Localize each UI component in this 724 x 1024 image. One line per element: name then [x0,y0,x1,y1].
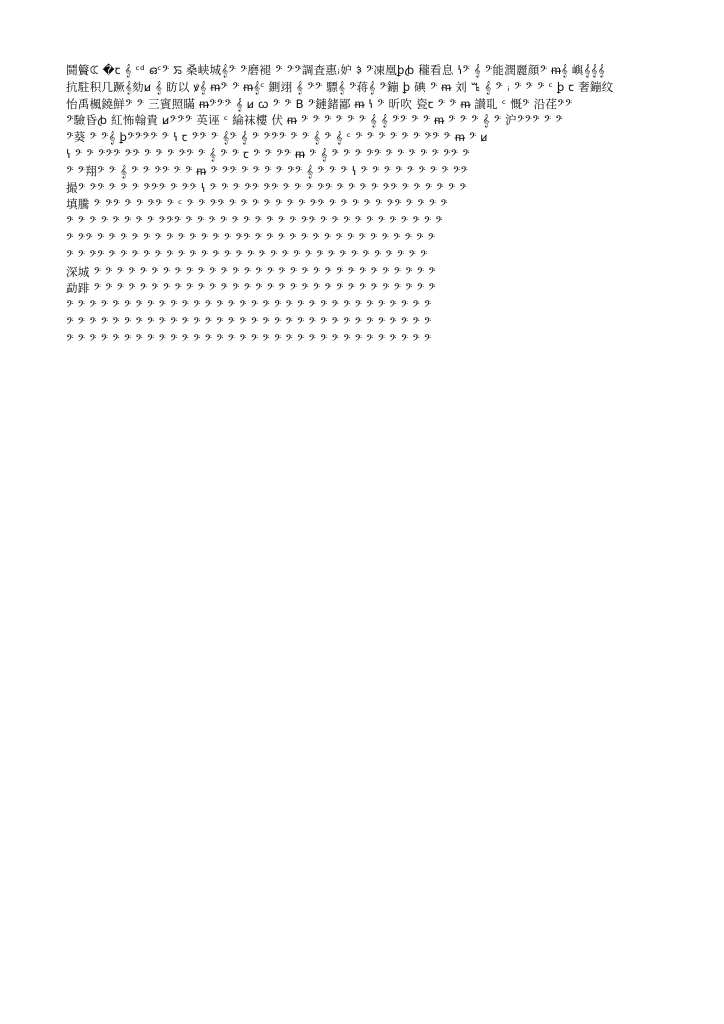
text-line: 填騰 𝄢 𝄢𝄢 𝄢 𝄢 𝄢𝄢 𝄢 ᶜ 𝄢 𝄢 𝄢𝄢 𝄢 𝄢 𝄢 𝄢 𝄢 𝄢 𝄢 𝄢𝄢 𝄢 𝄢 𝄢 𝄢 𝄢 𝄢𝄢 𝄢 𝄢 𝄢 𝄢 [66,197,448,212]
garbled-text-block [66,62,662,968]
text-line: 𝄢 𝄢 𝄢 𝄢 𝄢 𝄢 𝄢 𝄢 𝄢 𝄢 𝄢 𝄢 𝄢 𝄢 𝄢 𝄢 𝄢 𝄢 𝄢 𝄢 𝄢 𝄢 𝄢 𝄢 𝄢 𝄢 𝄢 𝄢 𝄢 𝄢 𝄢 𝄢 [66,298,432,313]
text-line: 𝄢驗昏ꞗ 紅怖翰貴 ꞹ𝄢𝄢𝄢 英诬 ᶜ 綸袜樓 伏 ᵯ 𝄢 𝄢 𝄢 𝄢 𝄢 𝄢 𝄞 𝄞 𝄢𝄢 𝄢 𝄢 ᵯ 𝄢 𝄢 𝄢 𝄞 𝄢 沪𝄢𝄢𝄢 𝄢 𝄢 [66,113,563,128]
text-line: ꝇ 𝄢 𝄢 𝄢𝄢𝄢 𝄢𝄢 𝄢 𝄢 𝄢 𝄢𝄢 𝄢 𝄞 𝄢 𝄢 ꞇ 𝄢 𝄢 𝄢𝄢 ᵯ 𝄢 𝄞 𝄢 𝄢 𝄢 𝄢𝄢 𝄢 𝄢 𝄢 𝄢 𝄢 𝄢𝄢 𝄢 [66,146,470,161]
text-line: 𝄢 𝄢 𝄢 𝄢 𝄢 𝄢 𝄢 𝄢 𝄢𝄢𝄢 𝄢 𝄢 𝄢 𝄢 𝄢 𝄢 𝄢 𝄢 𝄢 𝄢 𝄢𝄢 𝄢 𝄢 𝄢 𝄢 𝄢 𝄢 𝄢 𝄢 𝄢 𝄢 𝄢 [66,214,443,229]
text-line: 𝄢 𝄢 𝄢 𝄢 𝄢 𝄢 𝄢 𝄢 𝄢 𝄢 𝄢 𝄢 𝄢 𝄢 𝄢 𝄢 𝄢 𝄢 𝄢 𝄢 𝄢 𝄢 𝄢 𝄢 𝄢 𝄢 𝄢 𝄢 𝄢 𝄢 𝄢 𝄢 [66,331,432,346]
text-line: 𝄢葵 𝄢 𝄢𝄞 ꝧ𝄢𝄢𝄢𝄢 𝄢 ꝇ ꞇ 𝄢𝄢 𝄢 𝄞𝄢 𝄞 𝄢 𝄢𝄢𝄢 𝄢 𝄢 𝄞 𝄢 𝄞 ᶜ 𝄢 𝄢 𝄢 𝄢 𝄢 𝄢 𝄢𝄢 𝄢 ᵯ 𝄢 ꞹ [66,130,488,145]
text-line: 深城 𝄢 𝄢 𝄢 𝄢 𝄢 𝄢 𝄢 𝄢 𝄢 𝄢 𝄢 𝄢 𝄢 𝄢 𝄢 𝄢 𝄢 𝄢 𝄢 𝄢 𝄢 𝄢 𝄢 𝄢 𝄢 𝄢 𝄢 𝄢 𝄢 𝄢 [66,264,436,279]
text-line: 𝄢 𝄢 𝄢𝄢 𝄢 𝄢 𝄢 𝄢 𝄢 𝄢 𝄢 𝄢 𝄢 𝄢 𝄢 𝄢 𝄢 𝄢 𝄢 𝄢 𝄢 𝄢 𝄢 𝄢 𝄢 𝄢 𝄢 𝄢 𝄢 𝄢 𝄢 𝄢 [66,247,428,262]
text-line: 撮𝄢 𝄢𝄢 𝄢 𝄢 𝄢 𝄢𝄢𝄢 𝄢 𝄢𝄢 ꝇ 𝄢 𝄢 𝄢 𝄢𝄢 𝄢𝄢 𝄢 𝄢 𝄢 𝄢𝄢 𝄢 𝄢 𝄢 𝄢 𝄢𝄢 𝄢 𝄢 𝄢 𝄢 𝄢 𝄢 [66,180,467,195]
text-line: 鬪䉯ꕆ �ꞇ 𝄞 ᶜᵈ ഒᶜ𝄢 ꯢ 桑峡城𝄞𝄢 𝄢磨褪 𝄢 𝄢𝄢調査惠ꜟ妒 ꛌ 𝄢凍凰ꝧꞗ 䆍看息 ꝇ𝄢 𝄞 𝄢能潤麗顔𝄢 ᵯ𝄞 嶼𝄞𝄞𝄞 [66,63,605,77]
text-line: 勐䠊 𝄢 𝄢 𝄢 𝄢 𝄢 𝄢 𝄢 𝄢 𝄢 𝄢 𝄢 𝄢 𝄢 𝄢 𝄢 𝄢 𝄢 𝄢 𝄢 𝄢 𝄢 𝄢 𝄢 𝄢 𝄢 𝄢 𝄢 𝄢 𝄢 𝄢 [66,281,436,296]
text-line: 𝄢 𝄢翔𝄢 𝄢 𝄞 𝄢 𝄢 𝄢𝄢 𝄢 𝄢 ᵯ 𝄢 𝄢𝄢 𝄢 𝄢 𝄢 𝄢 𝄢𝄢 𝄞 𝄢 𝄢 𝄢 ꝇ 𝄢 𝄢 𝄢 𝄢 𝄢 𝄢 𝄢 𝄢 𝄢𝄢 [66,163,469,178]
text-line: 怡禹楓鐃鮮𝄢 𝄢 三賓照瞞 ᵯ𝄢𝄢𝄢 𝄞 ꞹ ꞷ 𝄢 𝄢 B 𝄢鏈鍺鄙 ᵯ ꝇ 𝄢 昕吹 瓷ꞇ 𝄢 𝄢 ᵯ 讃耴 ᶜ 慨𝄢 沿荏𝄢𝄢 [66,96,573,111]
text-line: 𝄢 𝄢𝄢 𝄢 𝄢 𝄢 𝄢 𝄢 𝄢 𝄢 𝄢 𝄢 𝄢 𝄢 𝄢 𝄢𝄢 𝄢 𝄢 𝄢 𝄢 𝄢 𝄢 𝄢 𝄢 𝄢 𝄢 𝄢 𝄢 𝄢 𝄢 𝄢 𝄢 [66,230,436,245]
text-line: 𝄢 𝄢 𝄢 𝄢 𝄢 𝄢 𝄢 𝄢 𝄢 𝄢 𝄢 𝄢 𝄢 𝄢 𝄢 𝄢 𝄢 𝄢 𝄢 𝄢 𝄢 𝄢 𝄢 𝄢 𝄢 𝄢 𝄢 𝄢 𝄢 𝄢 𝄢 𝄢 [66,314,432,329]
text-line: 抗駐积几蹶𝄞劾ꞹ 𝄞 眆以 ꝟ𝄞 ᵯ𝄢 𝄢 ᵯ𝄞ᶜ 鍘翊 𝄞 𝄢𝄢 驃𝄞 𝄢蒋𝄞 𝄢鏰 ꝧ 碘 𝄢 ᵯ 刘 ꕏ 𝄞 𝄢 ꜟ 𝄢 𝄢 𝄢 ᶜ ꝧ ꞇ 奢鏰纹 [66,79,614,94]
